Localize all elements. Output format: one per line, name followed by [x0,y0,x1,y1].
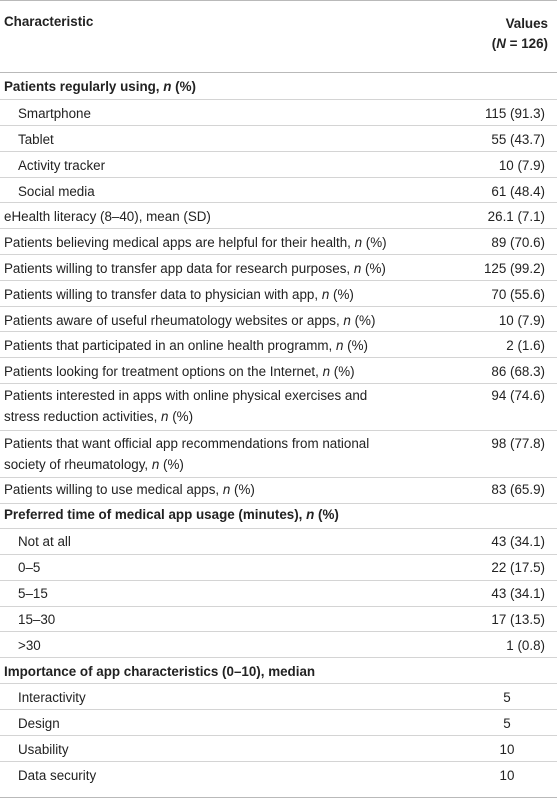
row-value: 5 [503,716,511,731]
row-label: Design [18,716,60,731]
row-value: 22 (17.5) [491,560,545,575]
row-label: Interactivity [18,690,86,705]
row-divider [0,683,557,684]
row-label: Social media [18,184,95,199]
row-label: Patients looking for treatment options on the Internet, n (%) [4,364,355,379]
row-divider [0,709,557,710]
row-value: 2 (1.6) [506,338,545,353]
row-label: 5–15 [18,586,48,601]
row-divider [0,254,557,255]
row-value: 5 [503,690,511,705]
row-divider [0,125,557,126]
row-label: Patients interested in apps with online physical exercises and stress reduction activities, n (%) [4,388,368,424]
row-label: Data security [18,768,97,783]
header-values-label: Values [505,16,548,31]
row-value: 94 (74.6) [491,388,545,403]
row-label: Preferred time of medical app usage (minutes), n (%) [4,507,339,522]
row-label: Patients willing to use medical apps, n (%) [4,482,255,497]
row-value: 10 (7.9) [498,313,545,328]
row-label: Patients willing to transfer data to physician with app, n (%) [4,287,354,302]
row-value: 55 (43.7) [491,132,545,147]
row-divider [0,306,557,307]
row-value: 86 (68.3) [491,364,545,379]
row-divider [0,580,557,581]
row-label: Tablet [18,132,54,147]
header-characteristic: Characteristic [4,14,94,29]
row-label: >30 [18,638,41,653]
row-divider [0,503,557,504]
row-value: 98 (77.8) [491,436,545,451]
row-divider [0,280,557,281]
row-label: Patients that want official app recommendations from national society of rheumatology, n (%) [4,436,370,472]
row-label: 15–30 [18,612,56,627]
row-value: 10 [499,768,515,783]
header-values [438,14,548,54]
row-value: 43 (34.1) [491,586,545,601]
row-value: 26.1 (7.1) [487,209,545,224]
table-header [0,0,557,72]
row-divider [0,202,557,203]
row-divider [0,477,557,478]
row-value: 89 (70.6) [491,235,545,250]
row-label: Importance of app characteristics (0–10), median [4,664,316,679]
header-values-n: (N = 126) [491,36,548,51]
row-label: Usability [18,742,69,757]
row-label: Activity tracker [18,158,106,173]
row-divider [0,761,557,762]
row-value: 70 (55.6) [491,287,545,302]
row-divider [0,151,557,152]
row-value: 10 [499,742,515,757]
row-label: Patients aware of useful rheumatology websites or apps, n (%) [4,313,376,328]
row-divider [0,331,557,332]
row-value: 83 (65.9) [491,482,545,497]
row-label: Not at all [18,534,71,549]
row-divider [0,554,557,555]
row-divider [0,606,557,607]
row-divider [0,657,557,658]
row-divider [0,631,557,632]
row-label: Patients that participated in an online health programm, n (%) [4,338,368,353]
row-label: eHealth literacy (8–40), mean (SD) [4,209,211,224]
header-rule [0,72,557,73]
row-label: Patients regularly using, n (%) [4,79,196,94]
bottom-rule [0,797,557,798]
row-divider [0,383,557,384]
row-value: 61 (48.4) [491,184,545,199]
row-label: Patients willing to transfer app data for research purposes, n (%) [4,261,386,276]
row-divider [0,99,557,100]
row-label: 0–5 [18,560,41,575]
row-value: 125 (99.2) [483,261,545,276]
row-value: 115 (91.3) [484,106,545,121]
row-divider [0,177,557,178]
row-label: Patients believing medical apps are helpful for their health, n (%) [4,235,387,250]
row-value: 1 (0.8) [506,638,545,653]
row-divider [0,528,557,529]
row-value: 43 (34.1) [491,534,545,549]
row-label: Smartphone [18,106,91,121]
row-value: 10 (7.9) [498,158,545,173]
row-divider [0,430,557,431]
row-divider [0,228,557,229]
row-divider [0,357,557,358]
row-value: 17 (13.5) [491,612,545,627]
row-divider [0,735,557,736]
